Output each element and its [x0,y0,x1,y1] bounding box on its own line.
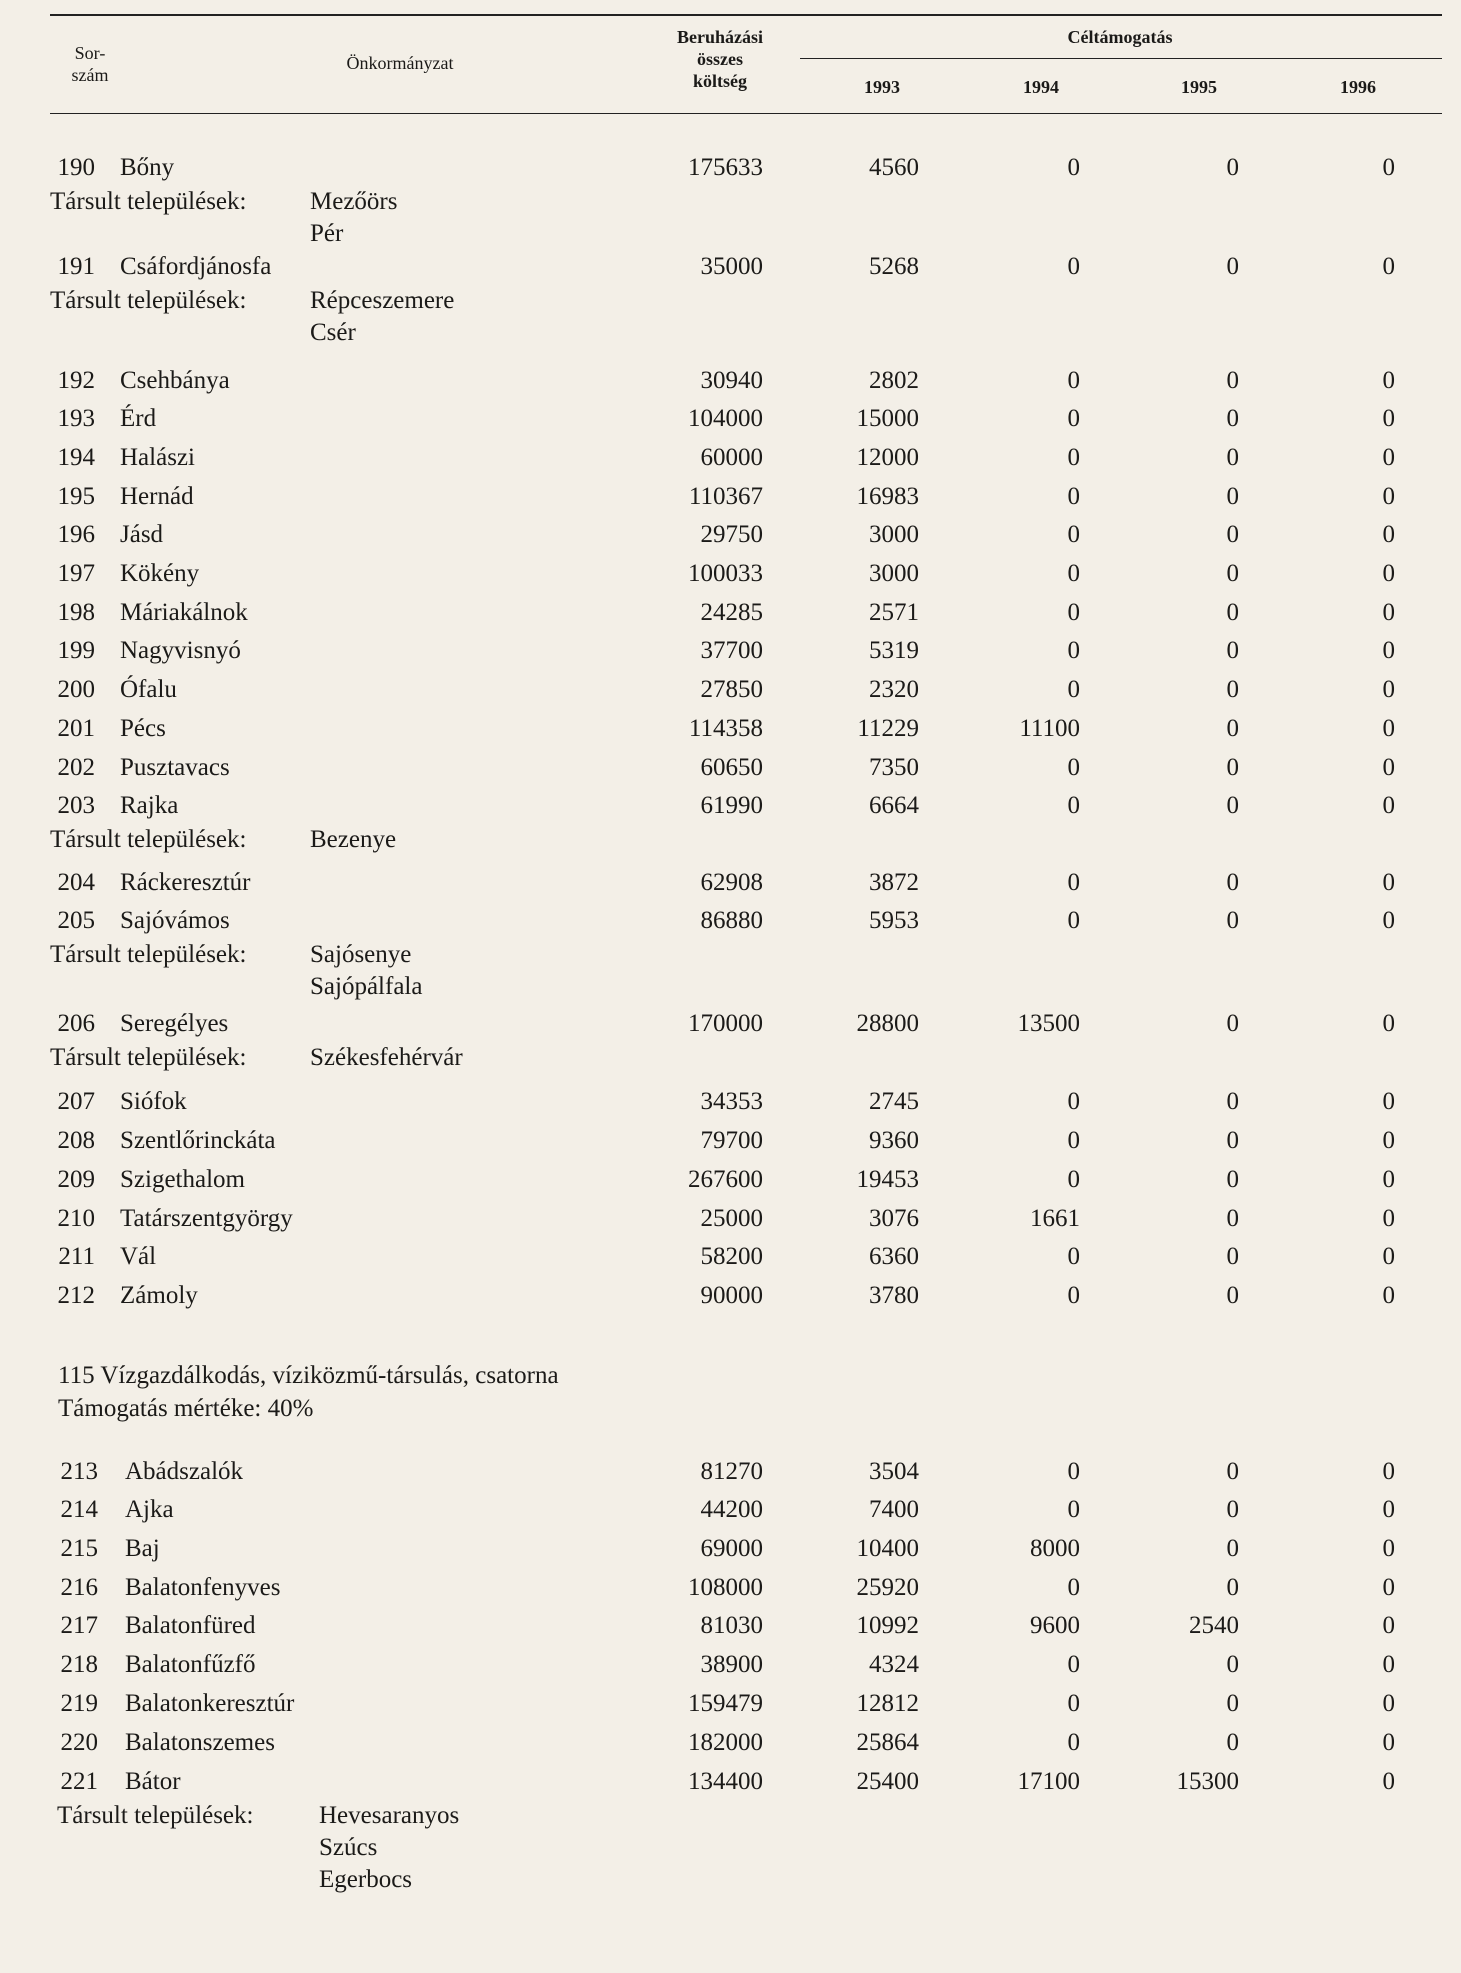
grant-1996-cell: 0 [1382,1612,1395,1639]
total-cost-cell: 27850 [700,676,763,703]
grant-1994-cell: 0 [1067,1574,1080,1601]
municipality-name: Bátor [125,1768,181,1795]
grant-1995-cell: 0 [1226,637,1239,664]
grant-1994-cell: 0 [1067,1282,1080,1309]
row-number: 203 [57,792,95,819]
grant-1995-cell: 0 [1226,715,1239,742]
grant-1994-cell: 0 [1067,907,1080,934]
grant-1996-cell: 0 [1382,1010,1395,1037]
grant-1995-cell: 0 [1226,483,1239,510]
grant-1993-cell: 5953 [869,907,919,934]
municipality-name: Balatonfüred [125,1612,256,1639]
grant-1995-cell: 0 [1226,599,1239,626]
grant-1994-cell: 11100 [1019,715,1080,742]
row-number: 201 [57,715,95,742]
municipality-name: Jásd [120,521,164,548]
col-header-name: Önkormányzat [346,53,454,73]
grant-1993-cell: 6664 [869,792,919,819]
grant-1994-cell: 9600 [1030,1612,1080,1639]
row-number: 193 [57,405,95,432]
col-header-num-line2: szám [71,65,109,85]
grant-1994-cell: 0 [1067,754,1080,781]
municipality-name: Csáfordjánosfa [120,253,272,280]
grant-1995-cell: 0 [1226,560,1239,587]
table-row [0,480,1461,514]
municipality-name: Rajka [120,792,179,819]
grant-1994-cell: 0 [1067,1458,1080,1485]
associated-settlement: Sajópálfala [310,973,423,1000]
grant-1993-cell: 3504 [869,1458,919,1485]
municipality-name: Ajka [125,1496,174,1523]
group-rule [800,58,1442,59]
total-cost-cell: 69000 [700,1535,763,1562]
grant-1995-cell: 0 [1226,1729,1239,1756]
grant-1993-cell: 25864 [856,1729,919,1756]
grant-1994-cell: 8000 [1030,1535,1080,1562]
table-row [0,904,1461,938]
total-cost-cell: 134400 [688,1768,763,1795]
grant-1993-cell: 3872 [869,869,919,896]
row-number: 213 [60,1458,98,1485]
grant-1995-cell: 0 [1226,1574,1239,1601]
total-cost-cell: 30940 [700,367,763,394]
table-row [0,866,1461,900]
grant-1996-cell: 0 [1382,444,1395,471]
grant-1996-cell: 0 [1382,792,1395,819]
municipality-name: Hernád [120,483,194,510]
col-header-group: Céltámogatás [1067,27,1173,47]
grant-1994-cell: 0 [1067,676,1080,703]
grant-1996-cell: 0 [1382,1205,1395,1232]
grant-1993-cell: 10992 [856,1612,919,1639]
grant-1995-cell: 0 [1226,154,1239,181]
table-row [0,441,1461,475]
municipality-name: Baj [125,1535,160,1562]
grant-1993-cell: 10400 [856,1535,919,1562]
grant-1995-cell: 15300 [1176,1768,1239,1795]
municipality-name: Kökény [120,560,200,587]
grant-1996-cell: 0 [1382,676,1395,703]
total-cost-cell: 104000 [688,405,763,432]
grant-1996-cell: 0 [1382,367,1395,394]
row-number: 190 [57,154,95,181]
total-cost-cell: 62908 [700,869,763,896]
total-cost-cell: 267600 [688,1166,763,1193]
grant-1996-cell: 0 [1382,521,1395,548]
table-row [0,1124,1461,1158]
total-cost-cell: 79700 [700,1127,763,1154]
total-cost-cell: 170000 [688,1010,763,1037]
row-number: 206 [57,1010,95,1037]
grant-1995-cell: 0 [1226,1127,1239,1154]
grant-1994-cell: 0 [1067,1690,1080,1717]
row-number: 207 [57,1088,95,1115]
grant-1994-cell: 0 [1067,367,1080,394]
table-row [0,518,1461,552]
row-number: 217 [60,1612,98,1639]
total-cost-cell: 25000 [700,1205,763,1232]
table-row [0,751,1461,785]
associated-settlement: Bezenye [310,826,397,853]
grant-1996-cell: 0 [1382,1127,1395,1154]
section-support-rate: Támogatás mértéke: 40% [58,1395,314,1422]
grant-1996-cell: 0 [1382,1729,1395,1756]
row-number: 219 [60,1690,98,1717]
grant-1996-cell: 0 [1382,1651,1395,1678]
col-header-num-line1: Sor- [74,43,106,63]
municipality-name: Csehbánya [120,367,230,394]
municipality-name: Balatonfűzfő [125,1651,256,1678]
table-row [0,151,1461,185]
total-cost-cell: 24285 [700,599,763,626]
row-number: 208 [57,1127,95,1154]
grant-1994-cell: 0 [1067,483,1080,510]
table-row [0,557,1461,591]
table-row [0,673,1461,707]
grant-1996-cell: 0 [1382,1535,1395,1562]
grant-1994-cell: 0 [1067,560,1080,587]
grant-1995-cell: 0 [1226,676,1239,703]
grant-1996-cell: 0 [1382,1768,1395,1795]
associated-settlements-label: Társult települések: [57,1802,254,1829]
grant-1995-cell: 0 [1226,1651,1239,1678]
municipality-name: Bőny [120,154,175,181]
table-row [0,712,1461,746]
total-cost-cell: 44200 [700,1496,763,1523]
table-row [0,402,1461,436]
col-header-1995: 1995 [1181,77,1217,97]
col-header-1994: 1994 [1023,77,1059,97]
table-row [0,1455,1461,1489]
grant-1993-cell: 2320 [869,676,919,703]
associated-settlement: Sajósenye [310,941,412,968]
municipality-name: Ráckeresztúr [120,869,251,896]
grant-1994-cell: 0 [1067,637,1080,664]
associated-settlement: Hevesaranyos [319,1802,460,1829]
row-number: 214 [60,1496,98,1523]
total-cost-cell: 100033 [688,560,763,587]
col-header-1996: 1996 [1340,77,1376,97]
total-cost-cell: 61990 [700,792,763,819]
total-cost-cell: 60650 [700,754,763,781]
grant-1995-cell: 0 [1226,907,1239,934]
grant-1994-cell: 0 [1067,869,1080,896]
grant-1994-cell: 1661 [1030,1205,1080,1232]
total-cost-cell: 37700 [700,637,763,664]
grant-1993-cell: 2802 [869,367,919,394]
table-row [0,1240,1461,1274]
grant-1996-cell: 0 [1382,483,1395,510]
grant-1996-cell: 0 [1382,599,1395,626]
grant-1995-cell: 0 [1226,1282,1239,1309]
municipality-name: Siófok [120,1088,187,1115]
grant-1994-cell: 0 [1067,405,1080,432]
table-row [0,1648,1461,1682]
total-cost-cell: 81030 [700,1612,763,1639]
grant-1996-cell: 0 [1382,1690,1395,1717]
col-header-total-line2: összes [697,49,743,69]
row-number: 215 [60,1535,98,1562]
row-number: 205 [57,907,95,934]
grant-1994-cell: 0 [1067,1729,1080,1756]
grant-1995-cell: 0 [1226,1088,1239,1115]
grant-1995-cell: 0 [1226,253,1239,280]
associated-settlements-label: Társult települések: [50,941,247,968]
grant-1994-cell: 17100 [1017,1768,1080,1795]
grant-1996-cell: 0 [1382,907,1395,934]
total-cost-cell: 34353 [700,1088,763,1115]
table-row [0,1765,1461,1799]
row-number: 210 [57,1205,95,1232]
municipality-name: Tatárszentgyörgy [120,1205,293,1232]
municipality-name: Érd [120,405,157,432]
municipality-name: Vál [120,1243,157,1270]
table-row [0,1687,1461,1721]
grant-1996-cell: 0 [1382,869,1395,896]
grant-1994-cell: 0 [1067,1243,1080,1270]
table-row [0,1726,1461,1760]
row-number: 202 [57,754,95,781]
grant-1995-cell: 0 [1226,1458,1239,1485]
municipality-name: Sajóvámos [120,907,230,934]
row-number: 197 [57,560,95,587]
grant-1995-cell: 0 [1226,1243,1239,1270]
grant-1993-cell: 5268 [869,253,919,280]
grant-1996-cell: 0 [1382,637,1395,664]
municipality-name: Balatonkeresztúr [125,1690,295,1717]
municipality-name: Balatonszemes [125,1729,275,1756]
table-row [0,1609,1461,1643]
table-row [0,1007,1461,1041]
grant-1993-cell: 28800 [856,1010,919,1037]
row-number: 220 [60,1729,98,1756]
grant-1993-cell: 3000 [869,560,919,587]
row-number: 212 [57,1282,95,1309]
table-row [0,1202,1461,1236]
row-number: 194 [57,444,95,471]
grant-1996-cell: 0 [1382,1496,1395,1523]
row-number: 198 [57,599,95,626]
municipality-name: Halászi [120,444,195,471]
row-number: 218 [60,1651,98,1678]
associated-settlement: Pér [310,220,344,247]
grant-1993-cell: 16983 [856,483,919,510]
grant-1993-cell: 5319 [869,637,919,664]
total-cost-cell: 35000 [700,253,763,280]
associated-settlement: Szúcs [319,1834,378,1861]
grant-1994-cell: 0 [1067,1127,1080,1154]
grant-1993-cell: 11229 [857,715,919,742]
section-title: 115 Vízgazdálkodás, víziközmű-társulás, csatorna [58,1362,559,1389]
grant-1994-cell: 0 [1067,792,1080,819]
grant-1993-cell: 4560 [869,154,919,181]
grant-1994-cell: 0 [1067,599,1080,626]
municipality-name: Máriakálnok [120,599,248,626]
row-number: 221 [60,1768,98,1795]
grant-1994-cell: 0 [1067,521,1080,548]
top-rule [50,14,1442,16]
grant-1994-cell: 0 [1067,444,1080,471]
grant-1993-cell: 2745 [869,1088,919,1115]
grant-1996-cell: 0 [1382,560,1395,587]
table-row [0,1279,1461,1313]
municipality-name: Ófalu [120,676,177,703]
municipality-name: Balatonfenyves [125,1574,281,1601]
grant-1993-cell: 7350 [869,754,919,781]
municipality-name: Abádszalók [125,1458,244,1485]
grant-1996-cell: 0 [1382,754,1395,781]
row-number: 195 [57,483,95,510]
total-cost-cell: 29750 [700,521,763,548]
associated-settlement: Csér [310,319,356,346]
grant-1996-cell: 0 [1382,715,1395,742]
total-cost-cell: 86880 [700,907,763,934]
table-row [0,1532,1461,1566]
table-row [0,250,1461,284]
grant-1993-cell: 6360 [869,1243,919,1270]
grant-1993-cell: 25920 [856,1574,919,1601]
grant-1996-cell: 0 [1382,405,1395,432]
grant-1995-cell: 0 [1226,367,1239,394]
grant-1993-cell: 15000 [856,405,919,432]
grant-1993-cell: 12812 [856,1690,919,1717]
table-row [0,1493,1461,1527]
associated-settlement: Mezőörs [310,188,398,215]
grant-1993-cell: 4324 [869,1651,919,1678]
row-number: 192 [57,367,95,394]
grant-1994-cell: 0 [1067,253,1080,280]
col-header-total [660,26,780,92]
grant-1994-cell: 13500 [1017,1010,1080,1037]
grant-1993-cell: 19453 [856,1166,919,1193]
row-number: 200 [57,676,95,703]
grant-1993-cell: 3000 [869,521,919,548]
total-cost-cell: 58200 [700,1243,763,1270]
total-cost-cell: 110367 [688,483,763,510]
associated-settlement: Répceszemere [310,287,455,314]
grant-1994-cell: 0 [1067,1651,1080,1678]
grant-1995-cell: 0 [1226,444,1239,471]
grant-1994-cell: 0 [1067,1166,1080,1193]
grant-1994-cell: 0 [1067,1088,1080,1115]
grant-1996-cell: 0 [1382,253,1395,280]
total-cost-cell: 175633 [688,154,763,181]
municipality-name: Nagyvisnyó [120,637,241,664]
municipality-name: Zámoly [120,1282,198,1309]
grant-1994-cell: 0 [1067,1496,1080,1523]
total-cost-cell: 90000 [700,1282,763,1309]
col-header-1993: 1993 [864,77,900,97]
associated-settlements-label: Társult települések: [50,1044,247,1071]
grant-1996-cell: 0 [1382,1166,1395,1193]
associated-settlement: Egerbocs [319,1866,413,1893]
grant-1993-cell: 3780 [869,1282,919,1309]
total-cost-cell: 114358 [688,715,763,742]
table-row [0,1163,1461,1197]
row-number: 199 [57,637,95,664]
grant-1995-cell: 0 [1226,1010,1239,1037]
municipality-name: Szentlőrinckáta [120,1127,276,1154]
grant-1995-cell: 0 [1226,405,1239,432]
grant-1995-cell: 0 [1226,792,1239,819]
grant-1993-cell: 12000 [856,444,919,471]
grant-1993-cell: 7400 [869,1496,919,1523]
table-row [0,1571,1461,1605]
municipality-name: Pécs [120,715,166,742]
total-cost-cell: 108000 [688,1574,763,1601]
total-cost-cell: 182000 [688,1729,763,1756]
table-row [0,634,1461,668]
associated-settlements-label: Társult települések: [50,287,247,314]
grant-1993-cell: 3076 [869,1205,919,1232]
table-row [0,596,1461,630]
header-rule [50,113,1442,114]
grant-1993-cell: 25400 [856,1768,919,1795]
grant-1993-cell: 9360 [869,1127,919,1154]
col-header-total-line3: költség [693,71,747,91]
associated-settlements-label: Társult települések: [50,826,247,853]
grant-1996-cell: 0 [1382,1574,1395,1601]
grant-1996-cell: 0 [1382,1282,1395,1309]
row-number: 191 [57,253,95,280]
grant-1995-cell: 0 [1226,1690,1239,1717]
municipality-name: Szigethalom [120,1166,245,1193]
table-row [0,789,1461,823]
grant-1995-cell: 0 [1226,1205,1239,1232]
total-cost-cell: 38900 [700,1651,763,1678]
table-row [0,1085,1461,1119]
row-number: 209 [57,1166,95,1193]
grant-1996-cell: 0 [1382,154,1395,181]
col-header-total-line1: Beruházási [676,27,763,47]
grant-1993-cell: 2571 [869,599,919,626]
grant-1994-cell: 0 [1067,154,1080,181]
row-number: 204 [57,869,95,896]
grant-1995-cell: 0 [1226,1496,1239,1523]
grant-1995-cell: 0 [1226,521,1239,548]
associated-settlements-label: Társult települések: [50,188,247,215]
grant-1995-cell: 2540 [1189,1612,1239,1639]
municipality-name: Seregélyes [120,1010,229,1037]
grant-1996-cell: 0 [1382,1243,1395,1270]
total-cost-cell: 159479 [688,1690,763,1717]
grant-1996-cell: 0 [1382,1458,1395,1485]
total-cost-cell: 81270 [700,1458,763,1485]
grant-1995-cell: 0 [1226,869,1239,896]
row-number: 196 [57,521,95,548]
table-row [0,364,1461,398]
row-number: 211 [58,1243,95,1270]
grant-1995-cell: 0 [1226,1535,1239,1562]
row-number: 216 [60,1574,98,1601]
total-cost-cell: 60000 [700,444,763,471]
municipality-name: Pusztavacs [120,754,230,781]
associated-settlement: Székesfehérvár [310,1044,463,1071]
col-header-num [40,42,140,86]
grant-1996-cell: 0 [1382,1088,1395,1115]
grant-1995-cell: 0 [1226,754,1239,781]
grant-1995-cell: 0 [1226,1166,1239,1193]
